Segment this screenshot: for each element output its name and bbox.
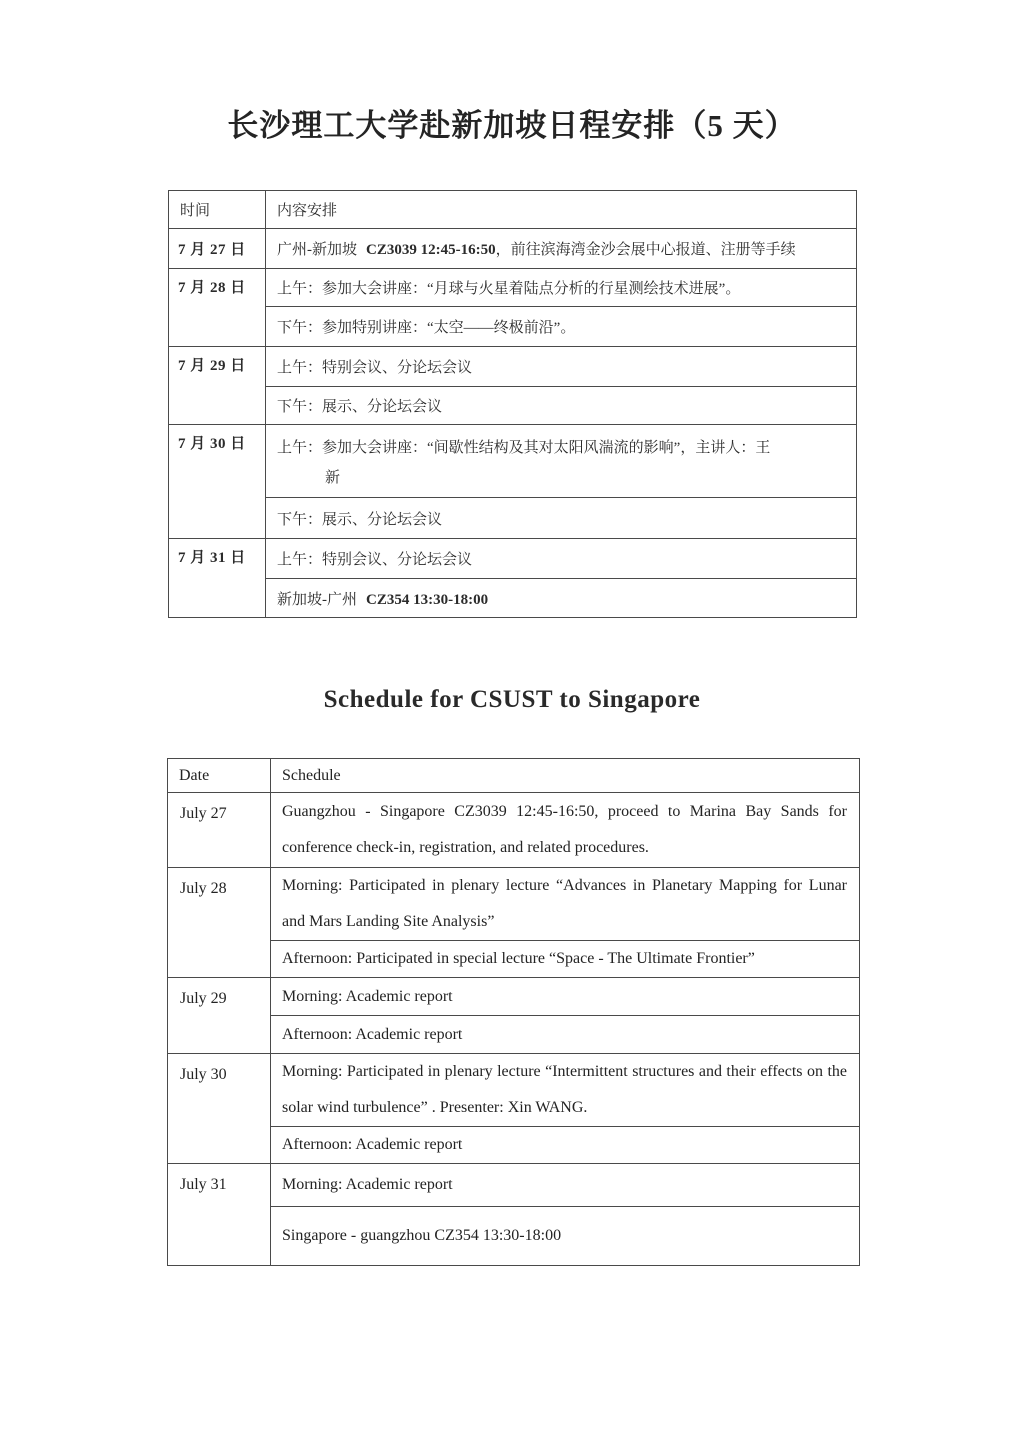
schedule-cell: Afternoon: Academic report (271, 1016, 860, 1054)
schedule-cell: Morning: Academic report (271, 978, 860, 1016)
schedule-cell: 下午：展示、分论坛会议 (266, 498, 857, 539)
schedule-cell: Morning: Academic report (271, 1164, 860, 1207)
table-row (169, 539, 857, 579)
table-row (169, 307, 857, 347)
route-text: 新加坡-广州 (277, 591, 357, 608)
date-cell: July 27 (168, 793, 271, 868)
schedule-text-wrap: 新 (325, 470, 341, 486)
table-row (168, 978, 860, 1016)
column-header-date: Date (168, 759, 271, 793)
schedule-text: ，前往滨海湾金沙会展中心报道、注册等手续 (495, 242, 796, 258)
table-row (169, 579, 857, 618)
date-cell: July 29 (168, 978, 271, 1054)
table-row (168, 1127, 860, 1164)
schedule-cell: 下午：展示、分论坛会议 (266, 387, 857, 425)
schedule-cell (266, 425, 857, 498)
table-header-row (168, 759, 860, 793)
schedule-cell: Morning: Participated in plenary lecture “Intermittent structures and their effects on the solar wind turbulence” . Presenter: Xin WANG. (271, 1054, 860, 1127)
date-cell: 7 月 31 日 (169, 539, 266, 618)
schedule-cell: Morning: Participated in plenary lecture “Advances in Planetary Mapping for Lunar and Mars Landing Site Analysis” (271, 868, 860, 941)
date-cell: 7 月 29 日 (169, 347, 266, 425)
date-cell: 7 月 30 日 (169, 425, 266, 539)
document-title-en: Schedule for CSUST to Singapore (323, 686, 701, 713)
schedule-cell: Guangzhou - Singapore CZ3039 12:45-16:50, proceed to Marina Bay Sands for conference check-in, registration, and related procedures. (271, 793, 860, 868)
schedule-cell: 下午：参加特别讲座：“太空——终极前沿”。 (266, 307, 857, 347)
table-row (169, 347, 857, 387)
schedule-cell: Afternoon: Participated in special lecture “Space - The Ultimate Frontier” (271, 941, 860, 978)
column-header-time: 时间 (169, 191, 266, 229)
table-row (168, 941, 860, 978)
table-row (169, 269, 857, 307)
date-cell: July 30 (168, 1054, 271, 1164)
date-cell: July 28 (168, 868, 271, 978)
date-cell: 7 月 28 日 (169, 269, 266, 347)
schedule-cell: 上午：特别会议、分论坛会议 (266, 539, 857, 579)
schedule-cell: Singapore - guangzhou CZ354 13:30-18:00 (271, 1207, 860, 1266)
table-row (168, 1164, 860, 1207)
flight-info: CZ354 13:30-18:00 (366, 591, 489, 608)
table-row (169, 387, 857, 425)
schedule-table-zh (168, 190, 857, 618)
route-text: 广州-新加坡 (277, 242, 357, 258)
table-row (168, 793, 860, 868)
table-row (169, 425, 857, 498)
table-header-row (169, 191, 857, 229)
table-row (168, 1016, 860, 1054)
schedule-table-en (167, 758, 860, 1266)
schedule-cell (266, 579, 857, 618)
table-row (168, 1207, 860, 1266)
schedule-text: 上午：参加大会讲座：“间歇性结构及其对太阳风湍流的影响”，主讲人：王 (277, 440, 771, 456)
schedule-cell: 上午：参加大会讲座：“月球与火星着陆点分析的行星测绘技术进展”。 (266, 269, 857, 307)
schedule-cell: Afternoon: Academic report (271, 1127, 860, 1164)
date-cell: 7 月 27 日 (169, 229, 266, 269)
schedule-cell (266, 229, 857, 269)
schedule-cell: 上午：特别会议、分论坛会议 (266, 347, 857, 387)
table-row (168, 868, 860, 941)
flight-info: CZ3039 12:45-16:50 (366, 242, 496, 258)
column-header-content: 内容安排 (266, 191, 857, 229)
column-header-schedule: Schedule (271, 759, 860, 793)
table-row (169, 498, 857, 539)
table-row (168, 1054, 860, 1127)
table-row (169, 229, 857, 269)
document-title-zh: 长沙理工大学赴新加坡日程安排（5 天） (227, 108, 797, 143)
date-cell: July 31 (168, 1164, 271, 1266)
